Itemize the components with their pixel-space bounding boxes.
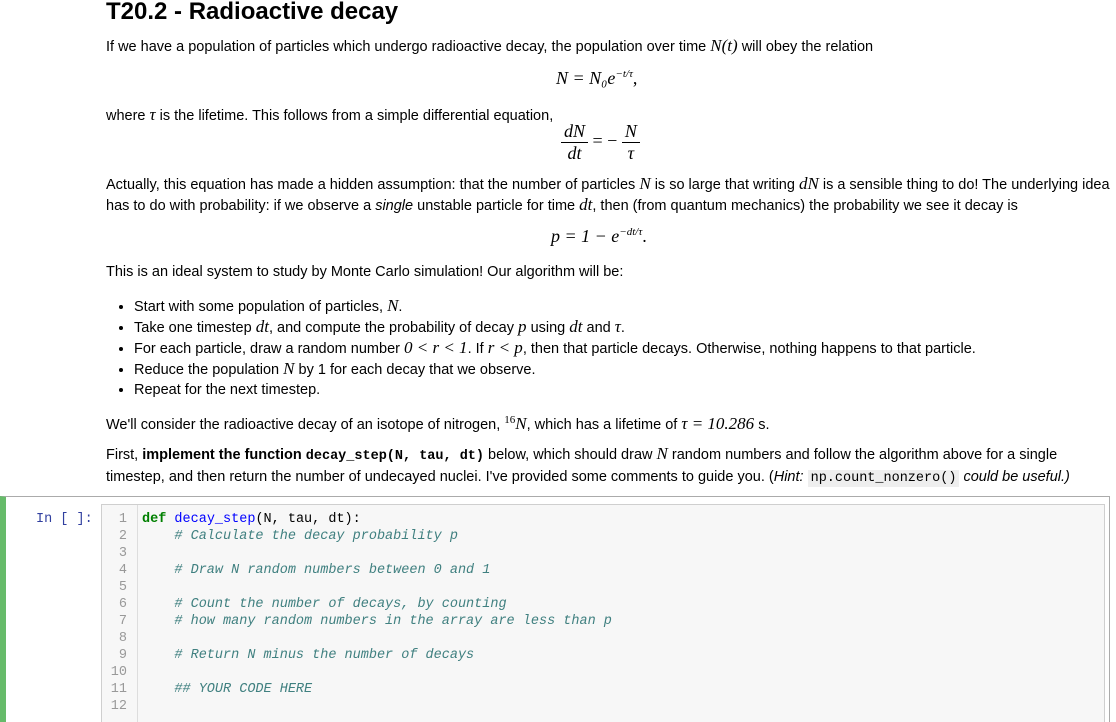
line-number: 12: [110, 699, 127, 714]
probability-equation: $p = 1 - e^{-dt/\tau}$.: [551, 226, 647, 246]
instructions-paragraph: First, implement the function decay_step(N, tau, dt) below, which should draw N random numbers and follow the algorithm above for a single timestep, and then return the number of undecayed nuclei. I've provided some comments to guide you. (Hint: np.count_nonzero() could be useful.): [106, 444, 1070, 486]
code-line[interactable]: # Count the number of decays, by counting: [174, 597, 507, 612]
code-line[interactable]: # Draw N random numbers between 0 and 1: [174, 563, 491, 578]
differential-equation: $\frac{dN}{dt}$ = − $\frac{N}{\tau}$: [561, 121, 640, 164]
nitrogen-paragraph: We'll consider the radioactive decay of an isotope of nitrogen, $^{16}$N, which has a lifetime of τ = 10.286 s.: [106, 413, 770, 433]
line-number: 8: [118, 631, 127, 646]
list-item: • For each particle, draw a random number 0 < r < 1. If r < p, then that particle decays. Otherwise, nothing happens to that particle.: [134, 338, 976, 359]
code-line[interactable]: ## YOUR CODE HERE: [174, 682, 313, 697]
line-number: 5: [118, 580, 127, 595]
line-number: 7: [118, 614, 127, 629]
assumption-paragraph: Actually, this equation has made a hidden assumption: that the number of particles N is so large that writing dN is a sensible thing to do! The underlying idea has to do with probability: if we observe a single unstable particle for time dt, then (from quantum mechanics) the probability we see it decay is: [106, 174, 1110, 214]
list-item: • Start with some population of particles, N.: [134, 296, 976, 317]
monte-carlo-paragraph: This is an ideal system to study by Monte Carlo simulation! Our algorithm will be:: [106, 264, 624, 280]
line-number: 6: [118, 597, 127, 612]
list-item: • Repeat for the next timestep.: [134, 380, 976, 400]
line-number: 4: [118, 563, 127, 578]
list-item: • Take one timestep dt, and compute the probability of decay p using dt and τ.: [134, 317, 976, 338]
section-heading: T20.2 - Radioactive decay: [106, 0, 399, 25]
code-line[interactable]: def decay_step(N, tau, dt):: [142, 512, 361, 527]
line-number: 9: [118, 648, 127, 663]
algorithm-list: [106, 296, 976, 400]
line-number: 11: [110, 682, 127, 697]
code-line[interactable]: # Calculate the decay probability p: [174, 529, 458, 544]
line-number: 2: [118, 529, 127, 544]
where-paragraph: where τ is the lifetime. This follows from a simple differential equation,: [106, 105, 554, 124]
line-number: 1: [118, 512, 127, 527]
code-editor[interactable]: [101, 504, 1105, 722]
list-item: • Reduce the population N by 1 for each decay that we observe.: [134, 359, 976, 380]
decay-equation: $N = N_0e^{-t/\tau}$,: [556, 68, 638, 88]
line-number: 3: [118, 546, 127, 561]
code-line[interactable]: # Return N minus the number of decays: [174, 648, 475, 663]
line-number: 10: [110, 665, 127, 680]
cell-prompt: In [ ]:: [36, 512, 93, 527]
code-line[interactable]: # how many random numbers in the array are less than p: [174, 614, 612, 629]
intro-paragraph: If we have a population of particles which undergo radioactive decay, the population over time N(t) will obey the relation: [106, 36, 874, 55]
